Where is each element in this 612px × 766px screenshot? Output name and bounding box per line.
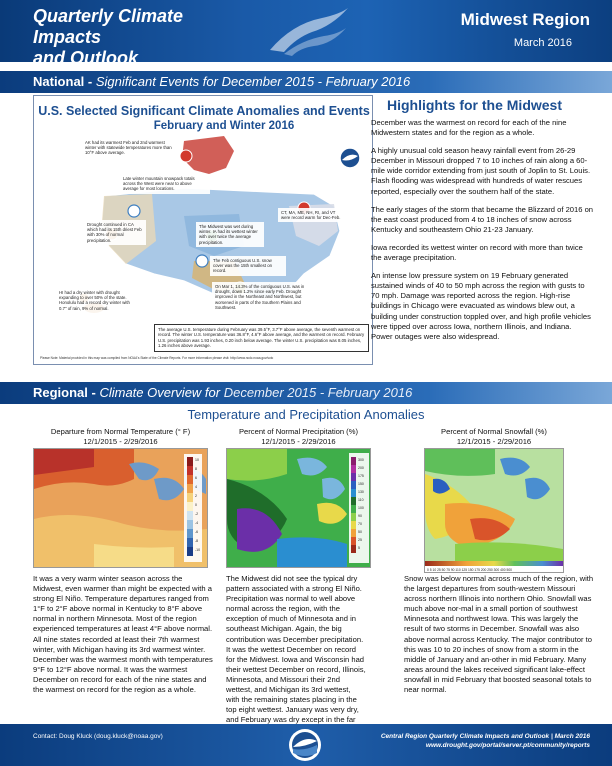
callout-northeast: CT, MA, ME, NH, RI, and VT were record warm for Dec-Feb. <box>278 208 344 222</box>
temp-map-dates: 12/1/2015 - 2/29/2016 <box>83 436 158 446</box>
temp-map-graphic <box>34 449 207 567</box>
footer-url[interactable]: www.drought.gov/portal/server.pt/community/reports <box>425 742 590 749</box>
temp-legend-label: 6 <box>195 476 197 480</box>
precip-map-title <box>226 427 371 446</box>
national-banner-subtitle: Significant Events for December 2015 - February 2016 <box>95 74 411 89</box>
temp-legend-label: -4 <box>195 521 199 525</box>
precip-legend-label: 70 <box>358 522 362 526</box>
snow-map-title <box>424 427 564 446</box>
map-summary-note: The average U.S. temperature during February was 39.5°F, 3.7°F above average, the seventh warmest on record. The winter U.S. temperature was 36.8°F, 4.6°F above average, and the warmest on record. February U.S. precipitation was 1.93 inches, 0.20 inch below average. The winter U.S. precipitation was 8.05 inches, 1.26 inches above average. <box>154 324 369 352</box>
precip-legend-label: 130 <box>358 490 364 494</box>
temp-legend-label: 10 <box>195 458 199 462</box>
national-banner <box>0 71 612 93</box>
highlights-text <box>371 118 595 350</box>
precip-legend-label: 300 <box>358 458 364 462</box>
national-banner-label: National - <box>33 74 96 89</box>
precip-legend-label: 200 <box>358 466 364 470</box>
precip-legend-label: 25 <box>358 538 362 542</box>
temp-legend-label: 0 <box>195 503 197 507</box>
contact-info: Contact: Doug Kluck (doug.kluck@noaa.gov) <box>33 733 163 740</box>
precip-text: The Midwest did not see the typical dry pattern associated with a strong El Niño. Precipitation was normal to well above normal across the region, with the exception of much of Minnesota and in southeast Michigan. Again, the big contribution was December precipitation. It was the wettest December on record for the Midwest. Iowa and Wisconsin had their wettest December on record, Illinois, Minnesota, and Missouri their 2nd wettest, and Michigan its 3rd wettest, with the remaining states placing in the top eight wettest. January was very dry, and February was dry except in the far <box>226 574 366 725</box>
section-title: Temperature and Precipitation Anomalies <box>187 407 425 422</box>
us-anomalies-map-panel <box>33 95 373 365</box>
snow-text: Snow was below normal across much of the region, with the largest departures from south-western Missouri across northern Illinois into northern Ohio. Snowfall was much above nor-mal in a small portion of southwest Minnesota and northwest Iowa. This was largely the result of two storms in December. Snowfall was also above normal across Kentucky. The major contributor to this was 10 to 20 inches of snow from a storm in the middle of January and an-other in mid February. Many areas around the lakes received significant lake-effect snowfall in mid February that boosted seasonal totals to near normal. <box>404 574 594 695</box>
precip-legend-label: 100 <box>358 506 364 510</box>
temp-legend-label: 2 <box>195 494 197 498</box>
temp-legend-label: -6 <box>195 530 199 534</box>
precip-legend-label: 150 <box>358 482 364 486</box>
temp-text: It was a very warm winter season across the Midwest, even warmer than might be expected with a strong El Niño. Temperature departures ranged from 1°F to 2°F above normal in Kentucky to 8°F above normal in northern Minnesota. Most of the region experienced temperatures at least 4°F above normal. All nine states recorded at least their 7th warmest winter, with Michigan having its 3rd warmest winter. December was the warmest month with temperatures 9°F to 12°F above normal. It was the warmest December on record for each of the nine states and the warmest on record for the region as a whole. <box>33 574 213 695</box>
precip-legend-label: 110 <box>358 498 364 502</box>
callout-drought: On Mar 1, 14.3% of the contiguous U.S. was in drought, down 1.2% since early Feb. Drought improved in the Northeast and Northwest, but worsened in parts of the Southern Plains and Southwest. <box>212 282 322 312</box>
temp-map-title <box>33 427 208 446</box>
precip-map-dates: 12/1/2015 - 2/29/2016 <box>261 436 336 446</box>
precip-map-graphic <box>227 449 370 567</box>
temp-legend-label: 4 <box>195 485 197 489</box>
highlight-paragraph: December was the warmest on record for each of the nine Midwestern states and for the region as a whole. <box>371 118 567 138</box>
snow-map-dates: 12/1/2015 - 2/29/2016 <box>456 436 532 446</box>
noaa-bird-icon <box>262 4 352 58</box>
regional-banner <box>0 382 612 404</box>
regional-banner-label: Regional - <box>33 385 100 400</box>
precip-percent-map <box>226 448 371 568</box>
map-subtitle: February and Winter 2016 <box>153 120 295 132</box>
temp-map-title-text: Departure from Normal Temperature (° F) <box>50 427 191 436</box>
highlight-paragraph: Iowa recorded its wettest winter on record with more than twice the average precipitation. <box>371 242 583 263</box>
region-name: Midwest Region <box>460 10 590 29</box>
regional-banner-dates: December 2015 - February 2016 <box>223 385 413 400</box>
regional-banner-prefix: Climate Overview for <box>99 385 224 400</box>
callout-alaska: AK had its warmest Feb and 2nd warmest winter with statewide temperatures more than 10°F above average. <box>82 138 177 158</box>
temp-legend-label: -2 <box>195 512 199 516</box>
callout-midwest: The Midwest was wet during winter. IA had its wettest winter with over twice the average precipitation. <box>196 222 264 247</box>
temp-legend-label: 8 <box>195 467 197 471</box>
map-title: U.S. Selected Significant Climate Anomalies and Events <box>38 104 370 118</box>
snow-map-title-text: Percent of Normal Snowfall (%) <box>441 427 547 436</box>
callout-california: Drought continued in CA which had its 15th driest Feb with 30% of normal precipitation. <box>84 220 146 245</box>
highlight-paragraph: The early stages of the storm that became the Blizzard of 2016 on the east coast produced from 4 to 18 inches of snow across Kentucky and southeastern Ohio 21-23 January. <box>371 204 594 234</box>
precip-legend-label: 50 <box>358 530 362 534</box>
precip-legend-label: 5 <box>358 546 360 550</box>
highlights-title: Highlights for the Midwest <box>387 97 562 113</box>
map-footnote: Please Note: Material provided in this map was compiled from NOAA's State of the Climate Reports. For more information please visit: http://www.ncdc.noaa.gov/sotc <box>40 356 274 360</box>
callout-hawaii: HI had a dry winter with drought expanding to over 50% of the state. Honolulu had a record dry winter with 0.7" of rain, 9% of normal. <box>56 288 136 313</box>
snow-map-graphic <box>425 449 563 572</box>
highlight-paragraph: A highly unusual cold season heavy rainfall event from 26-29 December in Missouri dropped 7 to 10 inches of rain along a 60-mile wide corridor extending from just south of Joplin to St. Louis. Flash flooding was widespread with hundreds of water rescues reported, especially over the southern half of the state. <box>371 146 591 196</box>
temp-departure-map <box>33 448 208 568</box>
callout-snowpack: Late winter mountain snowpack totals across the West were near to above average for most locations. <box>120 174 210 194</box>
temp-legend-label: -10 <box>195 548 201 552</box>
highlight-paragraph: An intense low pressure system on 19 February generated sustained winds of 40 to 50 mph across the region with gusts to 70 mph. Damage was reported across the region. High-rise buildings in Chicago were evacuated as windows blew out, a building under construction toppled over, and high profile vehicles were tipped over across Iowa, northern Illinois, and Indiana. Power outages were also widespread. <box>371 271 591 341</box>
temp-legend-label: -8 <box>195 539 199 543</box>
footer-publication-title: Central Region Quarterly Climate Impacts and Outlook | March 2016 <box>380 733 590 740</box>
precip-legend-label: 90 <box>358 514 362 518</box>
footer-publication <box>381 732 590 750</box>
snowfall-percent-map <box>424 448 564 573</box>
precip-legend-label: 175 <box>358 474 364 478</box>
precip-map-title-text: Percent of Normal Precipitation (%) <box>238 427 358 436</box>
callout-snowcover: The Feb contiguous U.S. snow cover was the 15th smallest on record. <box>210 256 286 276</box>
issue-date: March 2016 <box>513 37 572 49</box>
noaa-logo-icon <box>287 727 323 763</box>
footer-bar <box>0 724 612 766</box>
header-bar <box>0 0 612 68</box>
snow-legend-labels: 0 5 10 25 50 75 90 110 125 150 175 200 250 300 400 500 <box>427 568 513 572</box>
report-title-line1: Quarterly Climate Impacts <box>33 6 184 47</box>
report-title <box>33 6 233 69</box>
report-title-line2: and Outlook <box>33 48 138 68</box>
